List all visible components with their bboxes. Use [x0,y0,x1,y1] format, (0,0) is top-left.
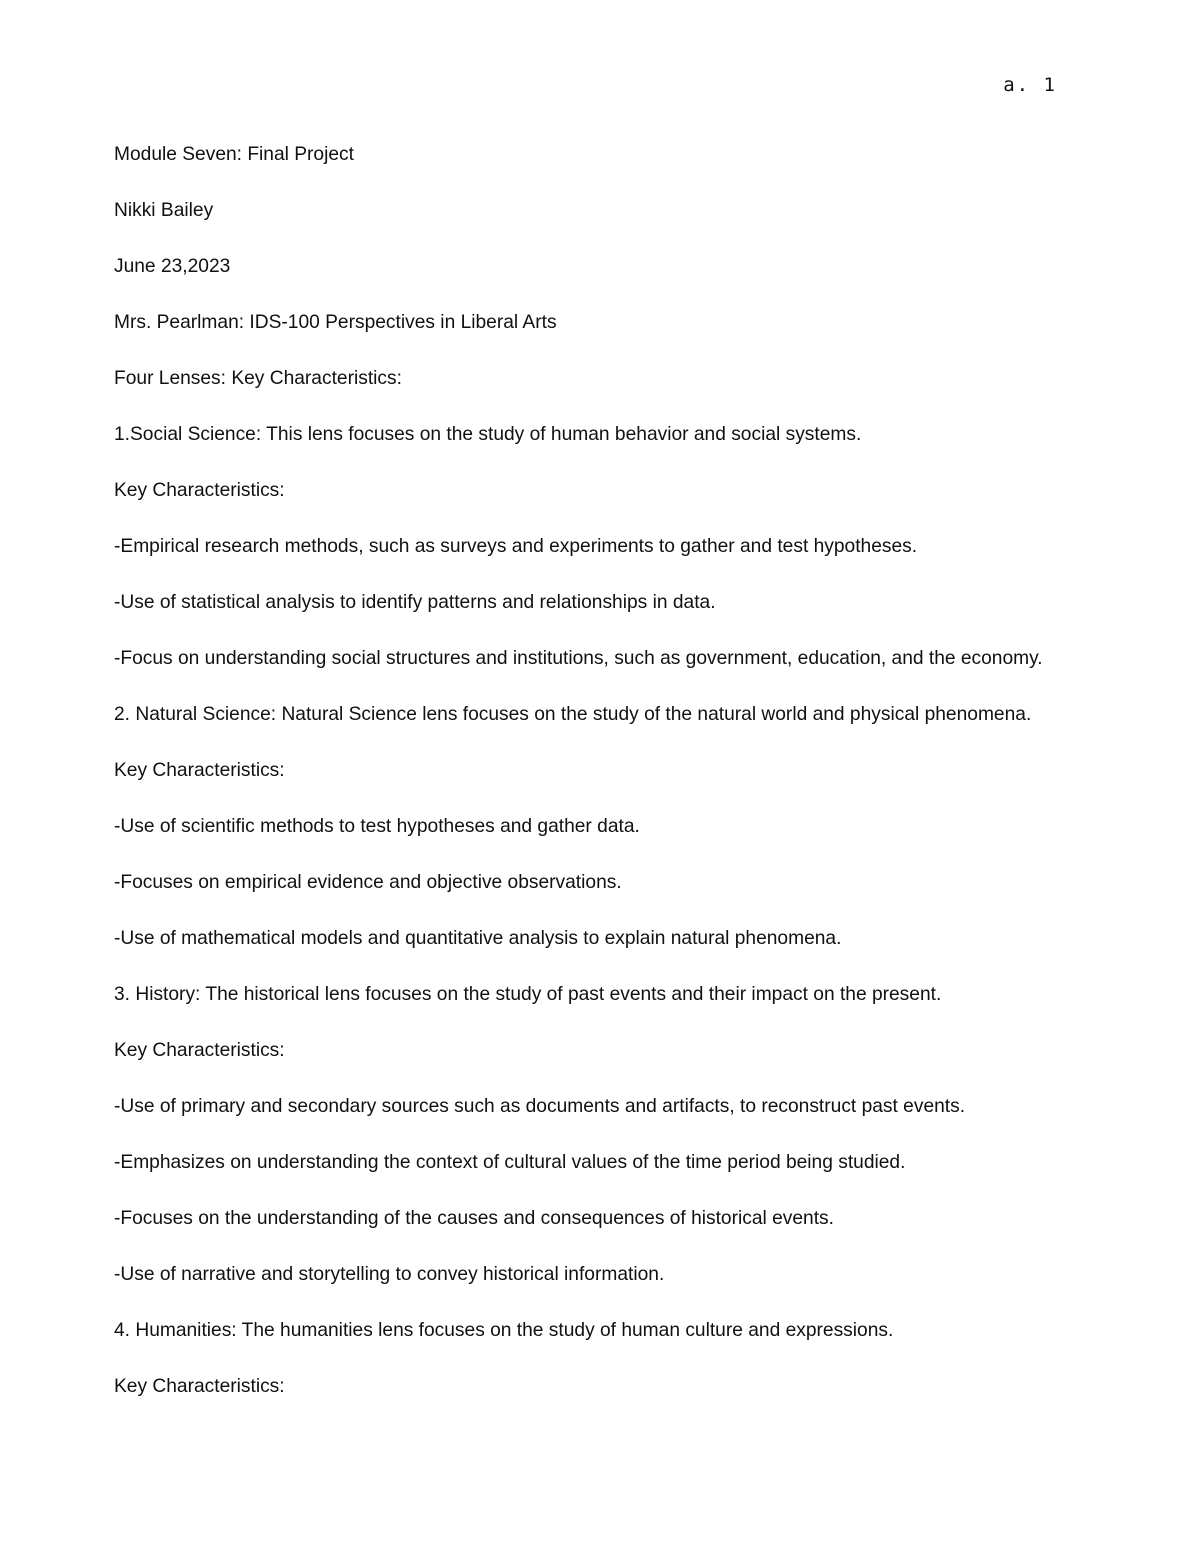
characteristic-item: -Focus on understanding social structures and institutions, such as government, education, and the economy. [114,648,1043,669]
section-heading: Four Lenses: Key Characteristics: [114,368,402,389]
lens-humanities: 4. Humanities: The humanities lens focuses on the study of human culture and expressions. [114,1320,894,1341]
key-characteristics-label: Key Characteristics: [114,760,285,781]
page-number: a. 1 [1003,74,1057,96]
course-info: Mrs. Pearlman: IDS-100 Perspectives in Liberal Arts [114,312,557,333]
key-characteristics-label: Key Characteristics: [114,1040,285,1061]
document-title: Module Seven: Final Project [114,144,354,165]
characteristic-item: -Use of statistical analysis to identify patterns and relationships in data. [114,592,716,613]
document-date: June 23,2023 [114,256,231,277]
characteristic-item: -Emphasizes on understanding the context of cultural values of the time period being studied. [114,1152,906,1173]
characteristic-item: -Use of mathematical models and quantitative analysis to explain natural phenomena. [114,928,842,949]
key-characteristics-label: Key Characteristics: [114,1376,285,1397]
characteristic-item: -Use of scientific methods to test hypotheses and gather data. [114,816,640,837]
characteristic-item: -Empirical research methods, such as surveys and experiments to gather and test hypotheses. [114,536,918,557]
characteristic-item: -Focuses on the understanding of the causes and consequences of historical events. [114,1208,834,1229]
lens-history: 3. History: The historical lens focuses on the study of past events and their impact on the present. [114,984,942,1005]
author-name: Nikki Bailey [114,200,214,221]
lens-natural-science: 2. Natural Science: Natural Science lens focuses on the study of the natural world and physical phenomena. [114,704,1032,725]
characteristic-item: -Focuses on empirical evidence and objective observations. [114,872,622,893]
lens-social-science: 1.Social Science: This lens focuses on the study of human behavior and social systems. [114,424,862,445]
key-characteristics-label: Key Characteristics: [114,480,285,501]
characteristic-item: -Use of primary and secondary sources such as documents and artifacts, to reconstruct past events. [114,1096,966,1117]
characteristic-item: -Use of narrative and storytelling to convey historical information. [114,1264,665,1285]
document-body [114,140,1094,1428]
